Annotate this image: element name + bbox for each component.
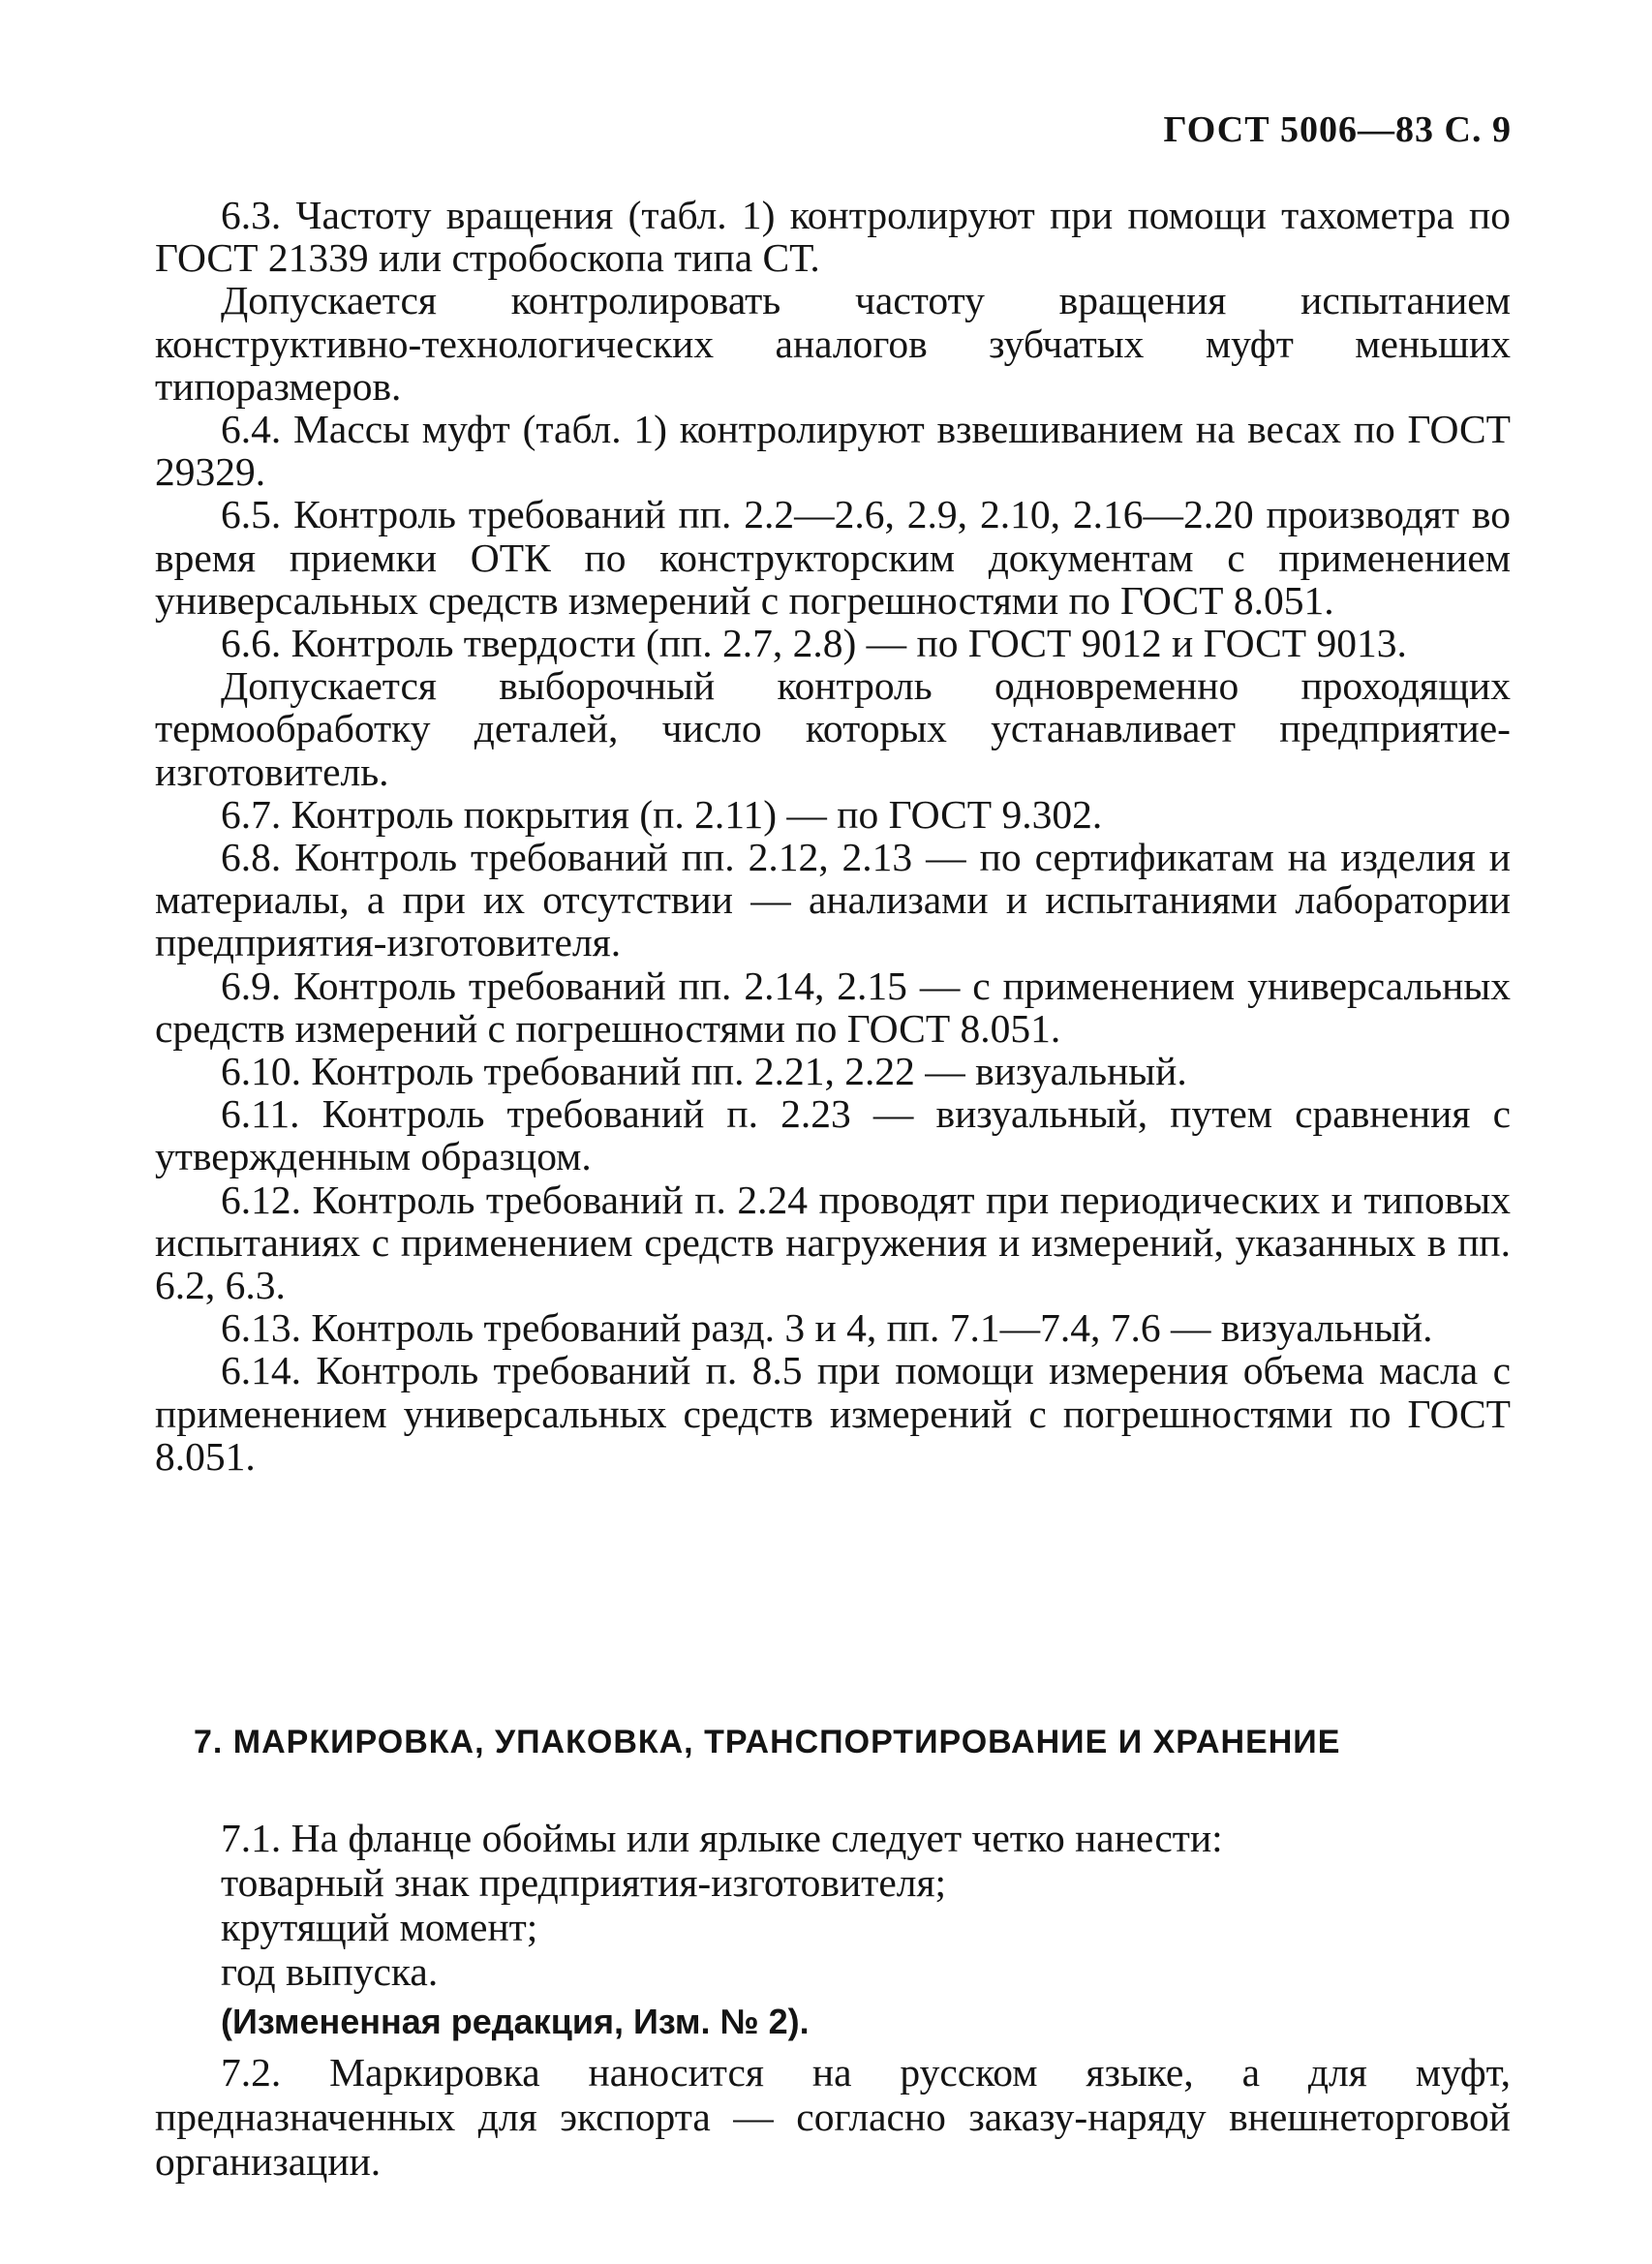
section-7-heading: 7. МАРКИРОВКА, УПАКОВКА, ТРАНСПОРТИРОВАНИЕ И ХРАНЕНИЕ [194, 1724, 1341, 1760]
section-6-text [155, 194, 1511, 1478]
paragraph-6-10: 6.10. Контроль требований пп. 2.21, 2.22 — визуальный. [221, 1049, 1187, 1094]
paragraph-6-13: 6.13. Контроль требований разд. 3 и 4, пп. 7.1—7.4, 7.6 — визуальный. [221, 1305, 1433, 1351]
paragraph-6-12: 6.12. Контроль требований п. 2.24 проводят при периодических и типовых испытаниях с применением средств нагружения и измерений, указанных в пп. 6.2, 6.3. [155, 1177, 1511, 1308]
paragraph-6-6: 6.6. Контроль твердости (пп. 2.7, 2.8) — по ГОСТ 9012 и ГОСТ 9013. [221, 621, 1407, 666]
paragraph-6-14: 6.14. Контроль требований п. 8.5 при помощи измерения объема масла с применением универсальных средств измерений с погрешностями по ГОСТ 8.051. [155, 1348, 1511, 1479]
paragraph-6-3: 6.3. Частоту вращения (табл. 1) контролируют при помощи тахометра по ГОСТ 21339 или стробоскопа типа СТ. [155, 193, 1511, 281]
paragraph-7-2: 7.2. Маркировка наносится на русском языке, а для муфт, предназначенных для экспорта — согласно заказу-наряду внешнеторговой организации. [155, 2050, 1511, 2184]
list-item: крутящий момент; [221, 1905, 538, 1949]
paragraph-6-3-note: Допускается контролировать частоту вращения испытанием конструктивно-технологических аналогов зубчатых муфт меньших типоразмеров. [155, 278, 1511, 409]
paragraph-6-8: 6.8. Контроль требований пп. 2.12, 2.13 — по сертификатам на изделия и материалы, а при их отсутствии — анализами и испытаниями лаборатории предприятия-изготовителя. [155, 835, 1511, 965]
running-header: ГОСТ 5006—83 С. 9 [1163, 109, 1512, 150]
amendment-note: (Измененная редакция, Изм. № 2). [221, 2002, 810, 2041]
list-item: год выпуска. [221, 1949, 439, 1994]
paragraph-6-7: 6.7. Контроль покрытия (п. 2.11) — по ГОСТ 9.302. [221, 791, 1103, 837]
list-item: товарный знак предприятия-изготовителя; [221, 1860, 947, 1905]
paragraph-6-9: 6.9. Контроль требований пп. 2.14, 2.15 — с применением универсальных средств измерений с погрешностями по ГОСТ 8.051. [155, 963, 1511, 1051]
paragraph-6-11: 6.11. Контроль требований п. 2.23 — визуальный, путем сравнения с утвержденным образцом. [155, 1091, 1511, 1179]
paragraph-6-4: 6.4. Массы муфт (табл. 1) контролируют взвешиванием на весах по ГОСТ 29329. [155, 407, 1511, 495]
paragraph-6-5: 6.5. Контроль требований пп. 2.2—2.6, 2.9, 2.10, 2.16—2.20 производят во время приемки ОТК по конструкторским документам с применением универсальных средств измерений с погрешностями по ГОСТ 8.051. [155, 492, 1511, 623]
paragraph-6-6-note: Допускается выборочный контроль одновременно проходящих термообработку деталей, число которых устанавливает предприятие-изготовитель. [155, 663, 1511, 794]
paragraph-7-1: 7.1. На фланце обоймы или ярлыке следует четко нанести: [221, 1816, 1223, 1860]
section-7-text [155, 1816, 1511, 2184]
